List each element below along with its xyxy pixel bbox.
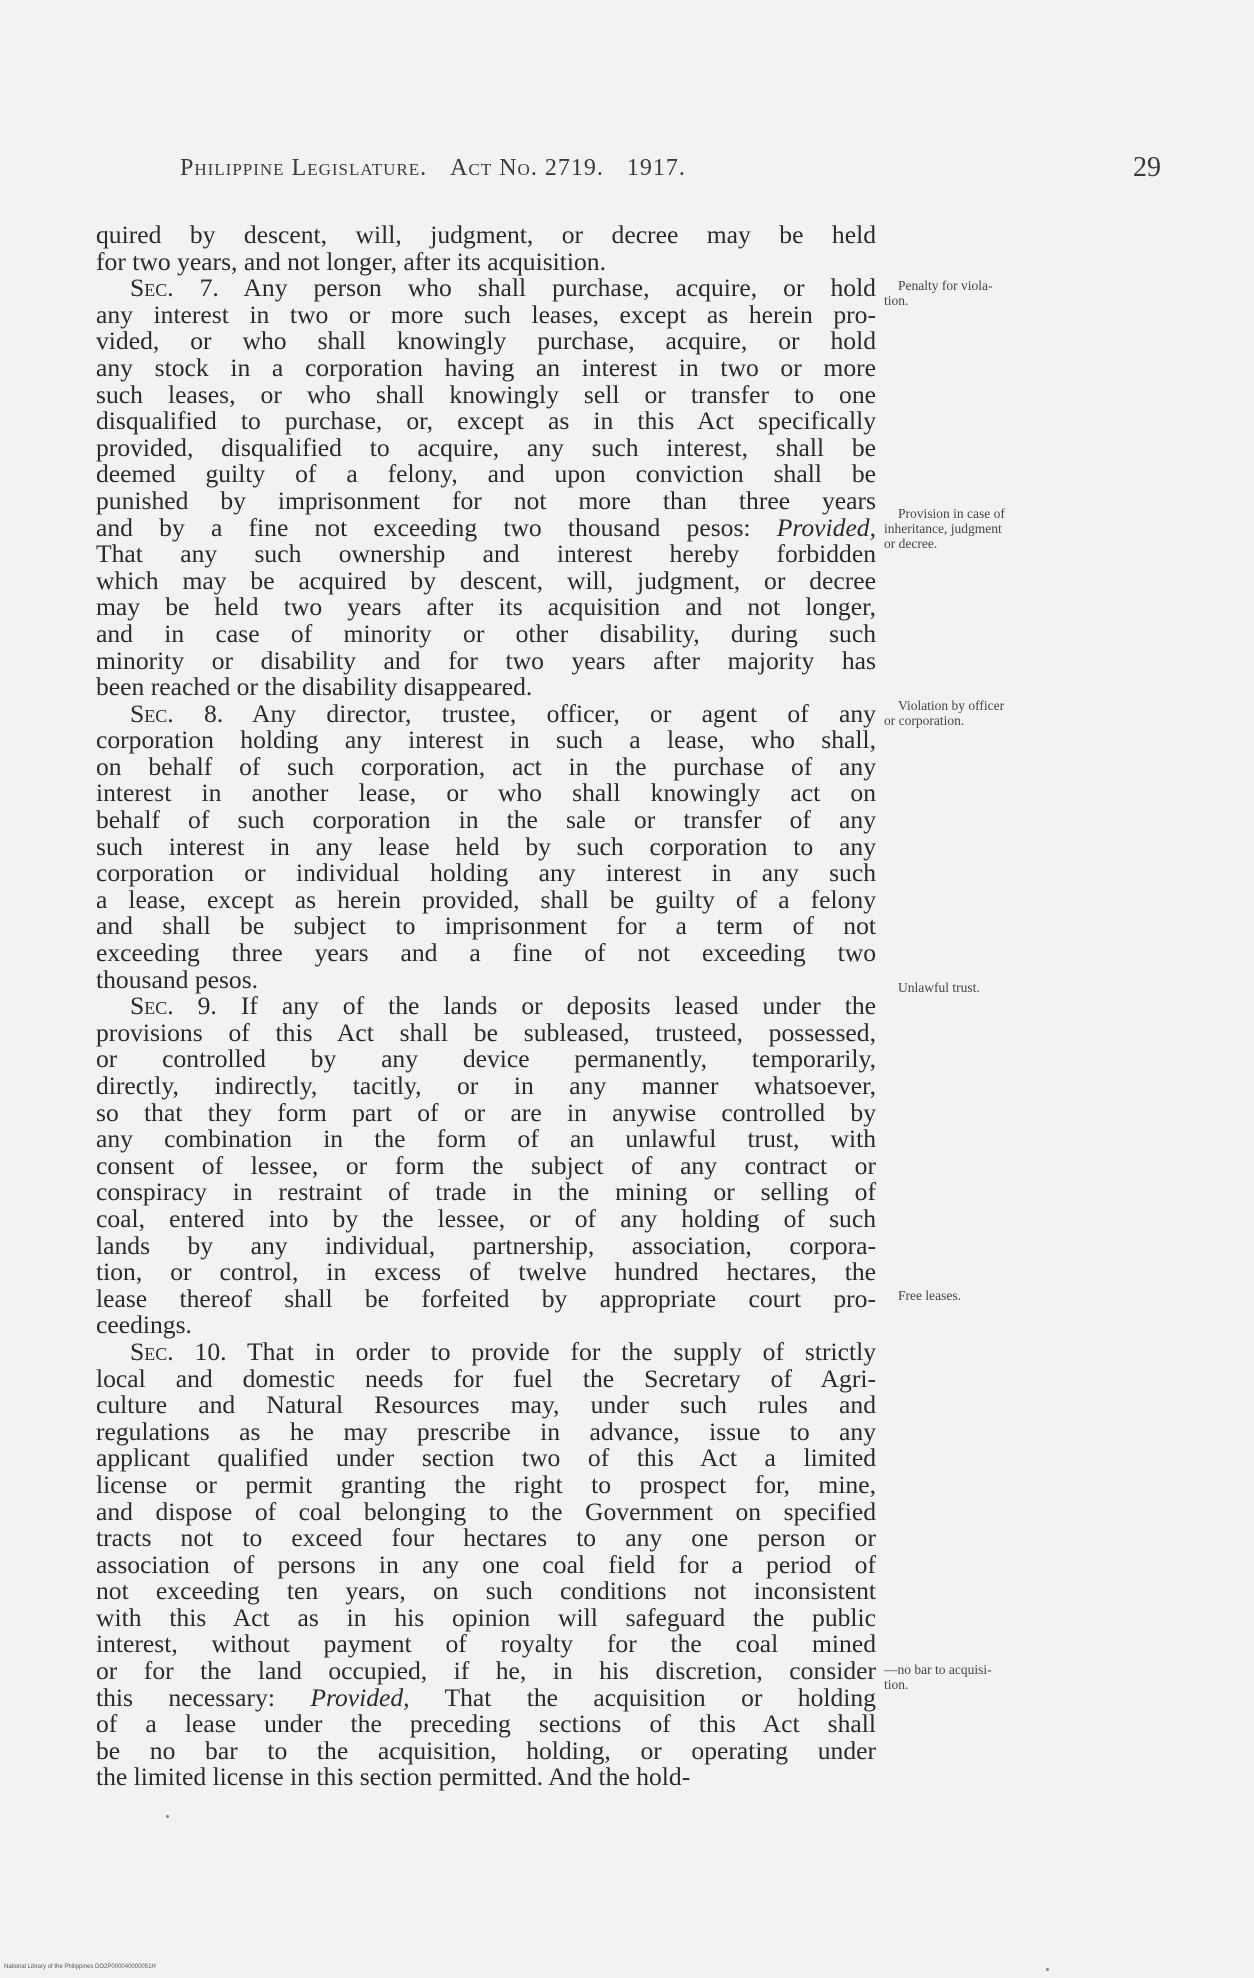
text-line: corporation or individual holding any interest in any such xyxy=(96,858,876,888)
text-line: interest in another lease, or who shall knowingly act on xyxy=(96,778,876,808)
text-line: been reached or the disability disappeared. xyxy=(96,672,533,702)
text-line: corporation holding any interest in such a lease, who shall, xyxy=(96,725,876,755)
text-line: such interest in any lease held by such corporation to any xyxy=(96,831,876,861)
text-line: association of persons in any one coal field for a period of xyxy=(96,1549,876,1579)
text-line: provisions of this Act shall be subleased, trusteed, possessed, xyxy=(96,1017,876,1047)
text-line: not exceeding ten years, on such conditions not inconsistent xyxy=(96,1576,876,1606)
text-line: any interest in two or more such leases, except as herein pro- xyxy=(96,299,876,329)
header-act-number: Act No. 2719. xyxy=(450,155,604,181)
section-7-start: Sec. 7. Any person who shall purchase, acquire, or hold xyxy=(130,273,876,303)
margin-note-no-bar: —no bar to acquisi- tion. xyxy=(884,1662,992,1692)
text-line: consent of lessee, or form the subject of any contract or xyxy=(96,1150,876,1180)
scan-footer-label: National Library of the Philippines DO2P000040000051H xyxy=(4,1964,156,1970)
text-line: be no bar to the acquisition, holding, or operating under xyxy=(96,1735,876,1765)
text-line: provided, disqualified to acquire, any such interest, shall be xyxy=(96,432,876,462)
text-line: deemed guilty of a felony, and upon conviction shall be xyxy=(96,459,876,489)
text-line: vided, or who shall knowingly purchase, acquire, or hold xyxy=(96,326,876,356)
text-line: exceeding three years and a fine of not exceeding two xyxy=(96,938,876,968)
text-line: punished by imprisonment for not more than three years xyxy=(96,485,876,515)
section-8-start: Sec. 8. Any director, trustee, officer, or agent of any xyxy=(130,698,876,728)
body-text xyxy=(96,222,876,1791)
section-9-start: Sec. 9. If any of the lands or deposits leased under the xyxy=(130,991,877,1021)
text-line: lands by any individual, partnership, association, corpora- xyxy=(96,1230,876,1260)
text-line: That any such ownership and interest hereby forbidden xyxy=(96,539,876,569)
text-line: the limited license in this section permitted. And the hold- xyxy=(96,1762,691,1792)
text-line: tracts not to exceed four hectares to any one person or xyxy=(96,1523,876,1553)
text-line: applicant qualified under section two of this Act a limited xyxy=(96,1443,876,1473)
text-line: and dispose of coal belonging to the Government on specified xyxy=(96,1496,876,1526)
margin-note-unlawful-trust: Unlawful trust. xyxy=(898,980,980,995)
text-line: may be held two years after its acquisition and not longer, xyxy=(96,592,876,622)
text-line: license or permit granting the right to prospect for, mine, xyxy=(96,1469,876,1499)
text-line: regulations as he may prescribe in advance, issue to any xyxy=(96,1416,876,1446)
text-line: and in case of minority or other disability, during such xyxy=(96,618,876,648)
scan-speck xyxy=(1046,1968,1049,1971)
text-line: interest, without payment of royalty for the coal mined xyxy=(96,1629,876,1659)
text-line: quired by descent, will, judgment, or decree may be held xyxy=(96,220,876,249)
margin-note-free-leases: Free leases. xyxy=(898,1288,961,1303)
text-line: lease thereof shall be forfeited by appropriate court pro- xyxy=(96,1283,876,1313)
text-line: disqualified to purchase, or, except as in this Act specifically xyxy=(96,406,876,436)
text-line: culture and Natural Resources may, under such rules and xyxy=(96,1390,876,1420)
text-line: of a lease under the preceding sections of this Act shall xyxy=(96,1709,876,1739)
text-line: minority or disability and for two years after majority has xyxy=(96,645,876,675)
text-line: which may be acquired by descent, will, judgment, or decree xyxy=(96,565,876,595)
text-line: behalf of such corporation in the sale or transfer of any xyxy=(96,805,876,835)
text-line: coal, entered into by the lessee, or of any holding of such xyxy=(96,1203,876,1233)
text-line: or controlled by any device permanently, temporarily, xyxy=(96,1044,876,1074)
text-line: conspiracy in restraint of trade in the mining or selling of xyxy=(96,1177,876,1207)
header-year: 1917. xyxy=(626,155,686,181)
text-line: directly, indirectly, tacitly, or in any manner whatsoever, xyxy=(96,1071,876,1100)
text-line: a lease, except as herein provided, shall be guilty of a felony xyxy=(96,884,876,914)
text-line: ceedings. xyxy=(96,1310,192,1340)
page-number: 29 xyxy=(1133,152,1161,183)
scan-speck xyxy=(166,1815,169,1818)
header-legislature: Philippine Legislature. xyxy=(180,155,428,181)
section-10-start: Sec. 10. That in order to provide for the supply of strictly xyxy=(130,1336,876,1366)
margin-note-officer-violation: Violation by officer or corporation. xyxy=(884,698,1005,728)
text-line: thousand pesos. xyxy=(96,964,259,994)
text-line: such leases, or who shall knowingly sell or transfer to one xyxy=(96,379,876,409)
running-header xyxy=(180,155,686,182)
text-line: any combination in the form of an unlawful trust, with xyxy=(96,1124,876,1154)
text-line: any stock in a corporation having an interest in two or more xyxy=(96,352,876,382)
text-line: and shall be subject to imprisonment for a term of not xyxy=(96,911,876,941)
text-line: tion, or control, in excess of twelve hundred hectares, the xyxy=(96,1257,876,1287)
text-line: on behalf of such corporation, act in the purchase of any xyxy=(96,751,876,781)
text-line: local and domestic needs for fuel the Secretary of Agri- xyxy=(96,1363,876,1393)
text-line: or for the land occupied, if he, in his discretion, consider xyxy=(96,1656,876,1686)
margin-note-penalty: Penalty for viola- tion. xyxy=(884,278,993,308)
text-line: and by a fine not exceeding two thousand pesos: Provided, xyxy=(96,512,876,542)
text-line: this necessary: Provided, That the acquisition or holding xyxy=(96,1682,876,1712)
text-line: with this Act as in his opinion will safeguard the public xyxy=(96,1602,876,1632)
text-line: so that they form part of or are in anywise controlled by xyxy=(96,1097,876,1127)
margin-note-inheritance: Provision in case of inheritance, judgment or decree. xyxy=(884,506,1005,551)
text-line: for two years, and not longer, after its acquisition. xyxy=(96,246,607,276)
